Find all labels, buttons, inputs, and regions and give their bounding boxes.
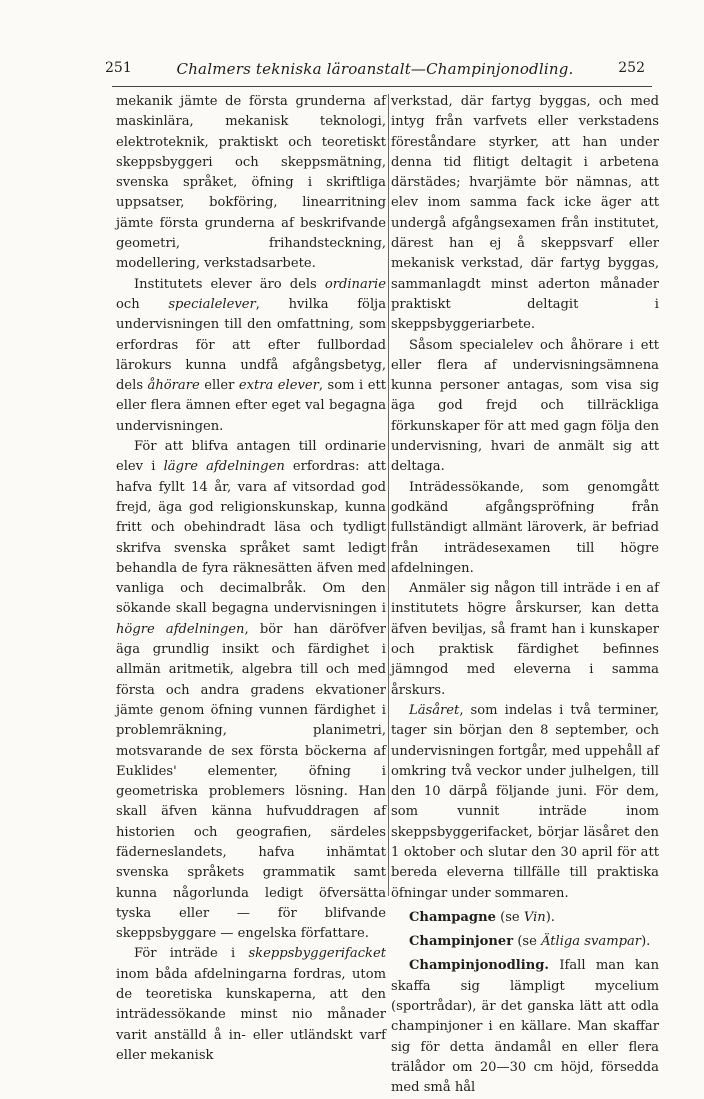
entry-headword: Champagne (409, 909, 496, 925)
paragraph-student-types: Institutets elever äro dels ordinarie och specialelever, hvilka följa undervisningen till den omfattning, som erfordras för att efter fullbordad lärokurs kunna undfå afgångsbetyg, dels åhörare eller extra elever, som i ett eller flera ämnen efter eget val begagna undervisningen. (116, 276, 386, 434)
left-column (116, 92, 386, 1066)
entry-champagne: Champagne (se Vin). (409, 909, 555, 925)
paragraph-academic-year: Läsåret, som indelas i två terminer, tager sin början den 8 september, och undervisningen fortgår, med uppehåll af omkring två veckor under julhelgen, till den 10 därpå följande juni. För dem, som vunnit inträde inom skeppsbyggerifacket, börjar läsåret den 1 oktober och slutar den 30 april för att bereda eleverna tillfälle till praktiska öfningar under sommaren. (391, 702, 660, 901)
paragraph: verkstad, där fartyg byggas, och med intyg från varfvets eller verkstadens föreståndare styrker, att han under denna tid flitigt deltagit i arbetena därstädes; hvarjämte bör nämnas, att elev inom samma fack icke äger att undergå afgångsexamen från institutet, därest han ej å skeppsvarf eller mekanisk verkstad, där fartyg byggas, sammanlagdt minst aderton månader praktiskt deltagit i skeppsbyggeriarbete. (391, 94, 659, 333)
left-page-number: 251 (105, 60, 132, 76)
paragraph: Såsom specialelev och åhörare i ett eller flera af undervisningsämnena kunna personer antagas, som visa sig äga god frejd och tillräckliga förkunskaper för att med gagn följa den undervisning, hvari de anmält sig att deltaga. (391, 337, 659, 475)
right-column (391, 92, 659, 1099)
header-rule (112, 86, 652, 87)
cross-reference: Ätliga svampar (541, 934, 642, 950)
page-header (105, 58, 645, 82)
entry-headword: Champinjoner (409, 934, 514, 950)
right-page-number: 252 (618, 60, 645, 76)
paragraph: Anmäler sig någon till inträde i en af institutets högre årskurser, kan detta äfven beviljas, så framt han i kunskaper och praktisk färdighet befinnes jämngod med eleverna i samma årskurs. (391, 581, 659, 698)
column-divider (388, 94, 389, 896)
paragraph: Inträdessökande, som genomgått godkänd afgångspröfning från fullständigt allmänt läroverk, är befriad från inträdesexamen till högre afdelningen. (391, 479, 659, 576)
entry-champinjonodling: Champinjonodling. Ifall man kan skaffa sig lämpligt mycelium (sportrådar), är det ganska lätt att odla champinjoner i en källare. Man skaffar sig för detta ändamål en eller flera trälådor om 20—30 cm höjd, försedda med små hål (391, 958, 659, 1096)
paragraph-shipbuilding: För inträde i skeppsbyggerifacket inom båda afdelningarna fordras, utom de teoretiska kunskaperna, att den inträdessökande minst nio månader varit anställd å in- eller utländskt varf eller mekanisk (116, 946, 386, 1063)
paragraph-admission: För att blifva antagen till ordinarie elev i lägre afdelningen erfordras: att hafva fyllt 14 år, vara af vitsordad god frejd, äga god religionskunskap, kunna fritt och obehindradt läsa och tydligt skrifva svenska språket samt ledigt behandla de fyra räknesätten äfven med vanliga och decimalbråk. Om den sökande skall begagna undervisningen i högre afdelningen, bör han däröfver äga grundlig insikt och färdighet i allmän aritmetik, algebra till och med första och andra gradens ekvationer jämte genom öfning vunnen färdighet i problemräkning, planimetri, motsvarande de sex första böckerna af Euklides' elementer, öfning i geometriska problemers lösning. Han skall äfven känna hufvuddragen af historien och geografien, särdeles fäderneslandets, hafva inhämtat svenska språkets grammatik samt kunna någorlunda ledigt öfversätta tyska eller — för blifvande skeppsbyggare — engelska författare. (116, 439, 386, 942)
entry-headword: Champinjonodling. (409, 958, 549, 974)
running-title: Chalmers tekniska läroanstalt—Champinjonodling. (176, 60, 574, 78)
entry-champinjoner: Champinjoner (se Ätliga svampar). (409, 934, 651, 950)
cross-reference: Vin (523, 909, 546, 925)
paragraph: mekanik jämte de första grunderna af maskinlära, mekanisk teknologi, elektroteknik, praktiskt och teoretiskt skeppsbyggeri och skeppsmätning, svenska språket, öfning i skriftliga uppsatser, bokföring, linearritning jämte första grunderna af beskrifvande geometri, frihandsteckning, modellering, verkstadsarbete. (116, 94, 386, 272)
